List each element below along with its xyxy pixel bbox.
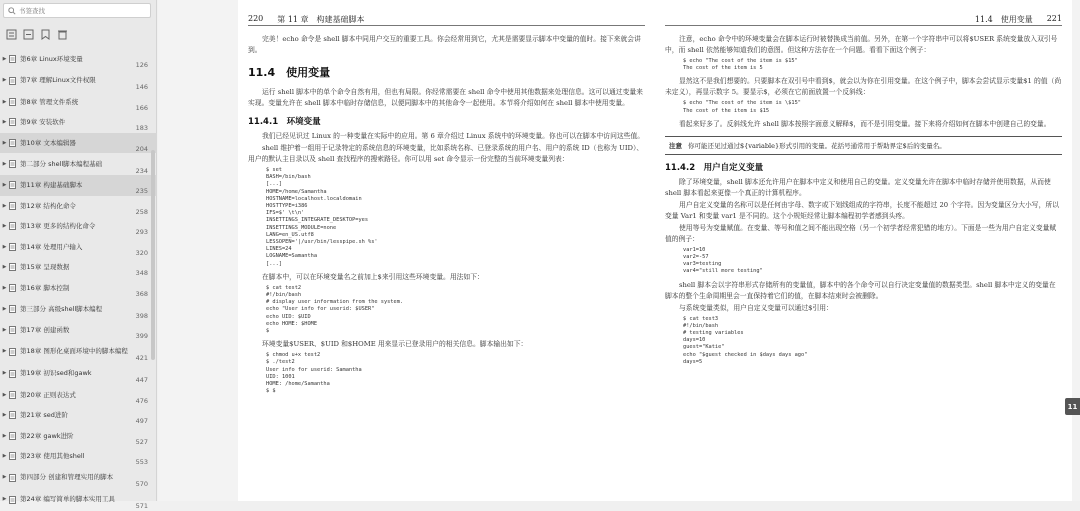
toc-item[interactable] [0,405,157,426]
bookmark-icon [9,411,17,419]
toc-item[interactable] [0,133,157,154]
paragraph: 显然这不是我们想要的。只要脚本在双引号中看到$，就会以为你在引用变量。在这个例子中，脚本会尝试显示变量$1 的值（尚未定义），再显示数字 5。要显示$，必须在它前面放置一个反斜线： [665,77,1062,97]
toc-item[interactable] [0,446,157,467]
bookmark-icon [9,348,17,356]
toc-item-label: 第12章 结构化命令 [20,201,76,210]
toc-item-label: 第7章 理解Linux文件权限 [20,76,96,85]
toc-item-page: 476 [135,396,148,405]
chapter-title: 11.4 使用变量 [974,15,1033,24]
toc-item-label: 第20章 正则表达式 [20,390,76,399]
toc-item[interactable] [0,92,157,113]
toc-item[interactable] [0,216,157,237]
bookmark-icon [9,326,17,334]
expand-arrow-icon[interactable]: ▶ [2,160,7,167]
page-number: 221 [1046,14,1062,23]
search-icon [8,7,16,15]
toc-item-label: 第22章 gawk进阶 [20,431,74,440]
bookmark-sidebar [0,0,157,510]
toc-item-label: 第24章 编写简单的脚本实用工具 [20,495,115,504]
paragraph: 运行 shell 脚本中的单个命令自然有用，但也有局限。你经常需要在 shell 命令中使用其他数据来处理信息。这可以通过变量来实现。变量允许在 shell 脚本中临时存储信息，以便同脚本中的其他命令一起使用。本节将介绍如何在 shell 脚本中使用变量。 [248,88,643,107]
toc-item[interactable] [0,237,157,258]
expand-arrow-icon[interactable]: ▶ [2,391,7,398]
toc-item-label: 第三部分 高级shell脚本编程 [20,304,103,313]
expand-arrow-icon[interactable]: ▶ [2,453,7,459]
expand-arrow-icon[interactable]: ▶ [2,412,7,418]
expand-arrow-icon[interactable]: ▶ [2,496,7,503]
code-block: $ cat test2 #!/bin/bash # display user information from the system. echo "User info for userid: $USER" echo UID: $UID echo HOME: $HOME $ [266,284,404,335]
bookmark-icon [9,391,17,399]
expand-arrow-icon[interactable]: ▶ [2,474,7,481]
paragraph: 看起来好多了。反斜线允许 shell 脚本按照字面意义解释$，而不是引用变量。接下来将介绍如何在脚本中创建自己的变量。 [679,119,1051,128]
code-block: $ cat test3 #!/bin/bash # testing variables days=10 guest="Katie" echo "$guest checked in $days days ago" days=5 [683,315,808,365]
toc-item-page: 497 [135,417,148,425]
toc-item-page: 235 [135,187,148,195]
toc-item-label: 第17章 创建函数 [20,326,70,334]
paragraph: 与系统变量类似，用户自定义变量可以通过$引用： [679,303,833,312]
code-block: var1=10 var2=-57 var3=testing var4="still more testing" [683,246,763,275]
toc-item-label: 第15章 呈现数据 [20,263,70,271]
toc-item-label: 第10章 文本编辑器 [20,138,76,147]
toc-item-page: 348 [135,269,148,277]
bookmark-icon [9,284,17,292]
bookmark-icon [9,139,17,147]
chapter-title: 第 11 章 构建基础脚本 [277,15,365,24]
toc-item-label: 第9章 安装软件 [20,118,66,126]
toc-item-label: 第6章 Linux环境变量 [20,55,83,63]
subsection-heading: 11.4.1 环境变量 [248,117,321,127]
toc-item-label: 第18章 图形化桌面环境中的脚本编程 [20,347,128,356]
toc-item-page: 447 [135,376,148,384]
expand-arrow-icon[interactable]: ▶ [2,370,7,377]
paragraph: shell 脚本会以字符串形式存储所有的变量值，脚本中的各个命令可以自行决定变量值的数据类型。shell 脚本中定义的变量在脚本的整个生命周期里会一直保持着它们的值，在脚本结束时会被删除。 [665,280,1056,300]
toc-item[interactable] [0,175,157,196]
expand-arrow-icon[interactable]: ▶ [2,77,7,84]
toc-item[interactable] [0,49,157,70]
expand-arrow-icon[interactable]: ▶ [2,223,7,229]
bookmark-icon [9,77,17,85]
expand-arrow-icon[interactable]: ▶ [2,432,7,439]
expand-arrow-icon[interactable]: ▶ [2,139,7,146]
bookmark-icon [9,98,17,106]
subsection-heading: 11.4.2 用户自定义变量 [665,162,764,173]
toc-item-label: 第二部分 shell脚本编程基础 [20,159,103,168]
paragraph: 我们已经见识过 Linux 的一种变量在实际中的应用。第 6 章介绍过 Linux 系统中的环境变量。你也可以在脚本中访问这些值。 [262,132,645,140]
page-number: 220 [248,14,264,23]
bookmark-tree [0,49,157,511]
add-bookmark-icon[interactable] [40,25,51,36]
expand-arrow-icon[interactable]: ▶ [2,348,7,355]
note-box [665,136,1062,155]
toc-item[interactable] [0,467,157,489]
toc-item-page: 527 [135,437,148,446]
sidebar-toolbar [6,25,68,36]
toc-item[interactable] [0,363,157,385]
code-block: $ echo "The cost of the item is $15" The cost of the item is 5 [683,58,798,72]
bookmark-icon [9,452,17,460]
paragraph: 用户自定义变量的名称可以是任何由字母、数字或下划线组成的字符串，长度不能超过 20 个字符。因为变量区分大小写，所以变量 Var1 和变量 var1 是不同的。这个小规矩经常让脚本编程初学者感到头疼。 [665,200,1059,220]
bookmark-icon [9,181,17,189]
paragraph: 使用等号为变量赋值。在变量、等号和值之间不能出现空格（另一个初学者经常犯错的地方）。下面是一些为用户自定义变量赋值的例子： [665,223,1057,243]
expand-arrow-icon[interactable]: ▶ [2,305,7,312]
toc-item-page: 258 [135,207,148,216]
toc-item-page: 320 [135,248,148,257]
toc-item-label: 第四部分 创建和管理实用的脚本 [20,473,114,482]
toc-item[interactable] [0,320,157,341]
toc-item[interactable] [0,385,157,406]
document-view [158,0,1080,501]
toc-item-label: 第11章 构建基础脚本 [20,181,83,189]
toc-item-page: 166 [135,103,148,112]
page-header [248,14,645,26]
toc-item-label: 第21章 sed进阶 [20,411,68,419]
expand-arrow-icon[interactable]: ▶ [2,327,7,333]
toc-item-page: 553 [135,458,148,466]
toc-item[interactable] [0,257,157,278]
toc-item-page: 399 [135,332,148,340]
toc-item-page: 421 [135,354,148,362]
paragraph: 环境变量$USER、$UID 和$HOME 用来显示已登录用户的相关信息。脚本输出如下： [262,340,528,349]
toc-item-label: 第23章 使用其他shell [20,452,85,460]
note-label: 注意 [669,141,682,150]
toc-item[interactable] [0,153,157,175]
expand-arrow-icon[interactable]: ▶ [2,119,7,125]
toc-item-page: 293 [135,228,148,236]
page-220 [238,0,655,501]
toc-item[interactable] [0,426,157,447]
page-221 [655,0,1072,501]
bookmark-icon [9,305,17,313]
code-block: $ set BASH=/bin/bash [...] HOME=/home/Samantha HOSTNAME=localhost.localdomain HOSTTYPE=i386 IFS=$' \t\n' INSETTINGS_INTEGRATE_DESKTOP=yes INSETTINGS_MODULE=none LANG=en_US.utf8 LESSOPEN='|/usr/bin/lesspipe.sh %s' LINES=24 LOGNAME=Samantha [...] [266,167,378,267]
toc-item[interactable] [0,298,157,320]
toc-item[interactable] [0,70,157,92]
expand-arrow-icon[interactable]: ▶ [2,243,7,250]
toc-item-page: 368 [135,289,148,298]
page-header [665,14,1062,26]
expand-arrow-icon[interactable]: ▶ [2,56,7,62]
paragraph: 除了环境变量，shell 脚本还允许用户在脚本中定义和使用自己的变量。定义变量允许在脚本中临时存储并使用数据，从而使 shell 脚本看起来更像一个真正的计算机程序。 [665,177,1051,197]
bookmark-search-input[interactable] [19,7,139,15]
toc-item-page: 571 [135,502,148,510]
toc-item-label: 第19章 初识sed和gawk [20,369,92,378]
bookmark-icon [9,496,17,504]
toc-item[interactable] [0,489,157,511]
code-block: $ echo "The cost of the item is \$15" The cost of the item is $15 [683,100,801,114]
chapter-tab-badge[interactable]: 11 [1065,398,1080,415]
code-block: $ chmod u+x test2 $ ./test2 User info for userid: Samantha UID: 1001 HOME: /home/Samantha $ $ [266,352,362,395]
sidebar-scrollbar[interactable] [151,150,155,360]
toc-item-page: 204 [135,144,148,153]
toc-item-label: 第16章 脚本控制 [20,283,70,292]
note-text: 你可能还见过通过${variable}形式引用的变量。花括号通常用于帮助界定$后的变量名。 [688,141,946,150]
toc-item-page: 126 [135,61,148,69]
paragraph: 完美！echo 命令是 shell 脚本中同用户交互的重要工具。你会经常用到它，尤其是需要显示脚本中变量的值时。接下来就会讲到。 [248,35,641,54]
expand-arrow-icon[interactable]: ▶ [2,182,7,188]
expand-arrow-icon[interactable]: ▶ [2,284,7,291]
toc-item-label: 第14章 处理用户输入 [20,242,83,251]
bookmark-icon [9,432,17,440]
toc-item[interactable] [0,196,157,217]
expand-arrow-icon[interactable]: ▶ [2,264,7,270]
delete-bookmark-icon[interactable] [57,25,68,36]
expand-arrow-icon[interactable]: ▶ [2,202,7,209]
bookmark-icon [9,222,17,230]
section-heading: 11.4 使用变量 [248,66,331,79]
toc-item[interactable] [0,112,157,133]
bookmark-icon [9,243,17,251]
toc-item-label: 第13章 更多的结构化命令 [20,222,96,230]
bookmark-icon [9,202,17,210]
bookmark-icon [9,55,17,63]
expand-arrow-icon[interactable]: ▶ [2,98,7,105]
bookmark-icon [9,263,17,271]
toc-item-page: 234 [135,166,148,175]
toc-item-page: 398 [135,311,148,320]
toc-item-page: 146 [135,83,148,91]
paragraph: shell 维护着一组用于记录特定的系统信息的环境变量，比如系统名称、已登录系统的用户名、用户的系统 ID（也称为 UID）、用户的默认主目录以及 shell 查找程序的搜索路径。你可以用 set 命令显示一份完整的当前环境变量列表： [248,144,644,163]
toc-item[interactable] [0,278,157,299]
toc-item-label: 第8章 管理文件系统 [20,97,79,106]
bookmark-icon [9,370,17,378]
bookmark-search-box[interactable] [3,3,151,18]
bookmark-icon [9,118,17,126]
toc-item-page: 183 [135,124,148,132]
toc-item-page: 570 [135,480,148,488]
paragraph: 注意，echo 命令中的环境变量会在脚本运行时被替换成当前值。另外，在第一个字符串中可以将$USER 系统变量放入双引号中，而 shell 依然能够知道我们的意图。但这种方法存在一个问题。看看下面这个例子： [665,35,1058,54]
toc-item[interactable] [0,341,157,363]
paragraph: 在脚本中，可以在环境变量名之前加上$来引用这些环境变量。用法如下： [262,272,484,281]
bookmark-icon [9,160,17,168]
collapse-all-icon[interactable] [23,25,34,36]
expand-all-icon[interactable] [6,25,17,36]
bookmark-icon [9,474,17,482]
